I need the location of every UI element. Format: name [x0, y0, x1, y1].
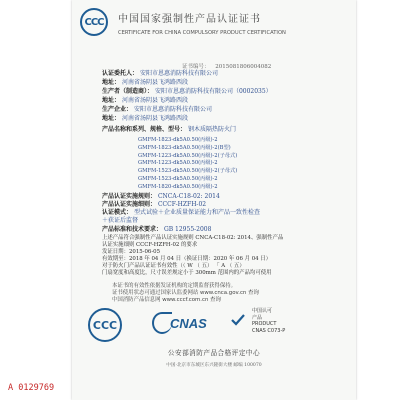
field-label: 认证模式： [102, 209, 133, 216]
field-standard [102, 226, 211, 234]
field-label: 地址： [102, 79, 121, 86]
statement-line: 门扇宽度和高度比，尺寸误差规定小于 300mm 范围内的产品均可使用 [102, 270, 272, 276]
accreditation-line: CNAS C073-P [252, 327, 286, 334]
certificate-page [72, 0, 356, 400]
field-label: 产品认证实施规则： [102, 193, 157, 200]
field-factory-address [102, 115, 188, 123]
field-label: 产品标准和技术要求： [102, 226, 163, 233]
certificate-number [182, 62, 275, 70]
field-value: ＋获证后监督 [102, 217, 139, 224]
list-item: GMFM-1223-dk5A0.50(丙级)-2(子母式) [138, 152, 238, 159]
note-line: 本证书的有效性依据发证机构的定期监督获得保持。 [112, 283, 236, 289]
certificate-title-en: CERTIFICATE FOR CHINA COMPULSORY PRODUCT CERTIFICATION [118, 30, 286, 36]
field-value: CCCF-HZFH-02 [157, 201, 207, 208]
field-applicant-address [102, 79, 188, 87]
list-item: GMFM-1823-dk5A0.50(丙级)-2(B型) [138, 144, 231, 151]
field-detailed-rules [102, 201, 206, 209]
notes [112, 283, 259, 305]
issue-date: 发证日期：2015-06-05 [102, 249, 161, 255]
serial-number: A 0129769 [8, 383, 55, 393]
field-value: 安阳市恩惠消防科技有限公司 [139, 70, 218, 77]
field-value: 河南省汤阴县飞鸿路西段 [121, 79, 188, 86]
field-applicant [102, 70, 218, 78]
field-manufacturer-address [102, 97, 188, 105]
statement-line: 上述产品符合强制性产品认证实施规则 CNCA-C18-02: 2014、强制性产品 [102, 235, 284, 241]
list-item: GMFM-1820-dk5A0.50(丙级)-2 [138, 183, 218, 190]
certificate-number-value: 2015081806004082 [215, 64, 272, 70]
certificate-title-cn: 中国国家强制性产品认证证书 [118, 14, 261, 25]
field-value: 型式试验＋企业质量保证能力和产品一致性检查 [133, 209, 260, 216]
issuer-name: 公安部消防产品合格评定中心 [167, 349, 261, 357]
cnas-swoosh-icon [152, 312, 172, 334]
statement-line: 对于防火门产品认证证书有效性（（ W （ 五） 「 A （ 五） [102, 263, 245, 269]
field-value: CNCA-C18-02: 2014 [157, 193, 220, 200]
field-label: 地址： [102, 97, 121, 104]
accreditation-mark [230, 308, 302, 344]
accreditation-line: 中国认可 [252, 308, 273, 314]
ccc-logo: CCC [80, 8, 108, 36]
field-value: GB 12955-2008 [163, 226, 212, 233]
accreditation-line: 产品 [252, 314, 263, 321]
field-value: 河南省汤阴县飞鸿路西段 [121, 97, 188, 104]
field-value: 河南省汤阴县飞鸿路西段 [121, 115, 188, 122]
accreditation-line: PRODUCT [252, 321, 277, 328]
note-line: 中国消防产品信息网 www.cccf.com.cn 查询 [112, 297, 221, 304]
model-list [138, 137, 237, 192]
field-cert-mode [102, 209, 260, 217]
valid-until: 有效期至：2018 年 04 月 04 日（换证日期：2020 年 06 月 04 日） [102, 256, 272, 262]
field-value: 安阳市恩惠消防科技有限公司（0002035） [154, 88, 272, 95]
check-icon [230, 312, 246, 328]
issuer-address: 中国·北京市东城区东兴隆街大楼 邮编 100070 [166, 363, 262, 368]
field-product-name [102, 126, 236, 134]
list-item: GMFM-1523-dk5A0.50(丙级)-2 [138, 175, 218, 182]
field-label: 生产企业： [102, 106, 133, 113]
field-label: 认证委托人： [102, 70, 139, 77]
field-label: 产品认证实施细则： [102, 201, 157, 208]
ccc-mark-logo: CCC [88, 308, 122, 342]
field-value: 钢木质隔热防火门 [187, 126, 236, 133]
list-item: GMFM-1523-dk5A0.50(丙级)-2(子母式) [138, 168, 238, 175]
field-label: 地址： [102, 115, 121, 122]
list-item: GMFM-1823-dk5A0.50(丙级)-2 [138, 137, 218, 143]
field-factory [102, 106, 212, 114]
statement-line: 认证实施细则 CCCF-HZFH-02 的要求 [102, 242, 198, 248]
note-line: 证书使用状态可通过国家认监委网站 www.cnca.gov.cn 查询 [112, 290, 259, 297]
logos-row [88, 308, 328, 348]
field-manufacturer [102, 88, 272, 96]
field-label: 产品名称和系列、规格、型号： [102, 126, 187, 133]
field-cert-mode-cont [102, 217, 138, 225]
field-rules [102, 193, 220, 201]
cnas-logo [150, 310, 222, 342]
cnas-wordmark: CNAS [170, 316, 207, 331]
field-value: 安阳市恩惠消防科技有限公司 [133, 106, 212, 113]
field-label: 生产者（制造商）： [102, 88, 154, 95]
certificate-number-label: 证书编号： [182, 64, 210, 70]
list-item: GMFM-1223-dk5A0.50(丙级)-2 [138, 160, 218, 167]
